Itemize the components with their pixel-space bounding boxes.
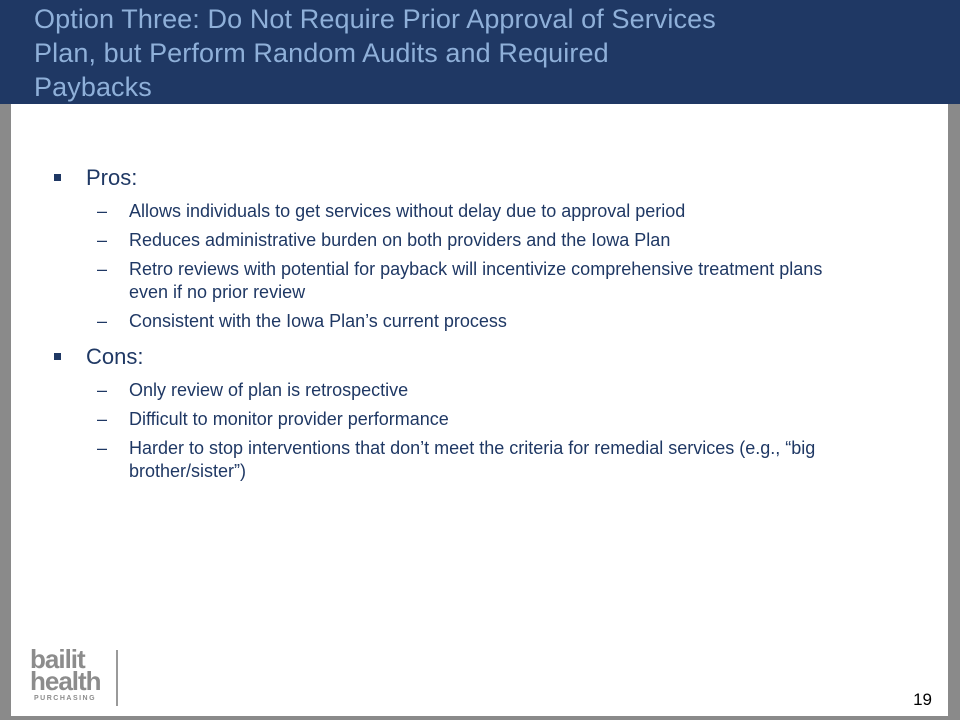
square-bullet-icon [54,353,61,360]
section-heading [54,343,854,371]
frame-left [0,104,11,720]
section-cons [54,343,854,483]
list-item [54,310,854,333]
section-pros [54,164,854,333]
list-item [54,408,854,431]
slide-title: Option Three: Do Not Require Prior Approval of Services Plan, but Perform Random Audits and Required Paybacks [34,4,716,102]
list-item-text: Consistent with the Iowa Plan’s current process [129,311,507,331]
frame-right [948,104,960,720]
list-item-text: Allows individuals to get services without delay due to approval period [129,201,686,221]
square-bullet-icon [54,174,61,181]
dash-bullet-icon: – [97,380,108,400]
logo-line-3: PURCHASING [34,695,97,702]
dash-bullet-icon: – [97,311,108,331]
list-item-text: Reduces administrative burden on both providers and the Iowa Plan [129,230,671,250]
list-item-text: Retro reviews with potential for payback will incentivize comprehensive treatment plans even if no prior review [129,259,823,302]
list-item [54,379,854,402]
pros-list [54,200,854,333]
list-item [54,258,854,304]
logo-line-2: health [30,666,101,696]
slide-content [54,164,854,493]
list-item-text: Harder to stop interventions that don’t meet the criteria for remedial services (e.g., “big brother/sister”) [129,438,816,481]
section-heading-text: Pros: [86,165,138,190]
frame-bottom [0,716,960,720]
section-heading-text: Cons: [86,344,144,369]
dash-bullet-icon: – [97,230,108,250]
page-number: 19 [913,690,932,709]
list-item [54,437,854,483]
bailit-health-logo [30,644,130,706]
logo-line-1: bailit [30,644,85,674]
list-item [54,200,854,223]
cons-list [54,379,854,483]
list-item-text: Difficult to monitor provider performance [129,409,449,429]
logo-divider [116,650,118,706]
dash-bullet-icon: – [97,259,108,279]
dash-bullet-icon: – [97,201,108,221]
section-heading [54,164,854,192]
title-bar [0,0,960,104]
dash-bullet-icon: – [97,438,108,458]
dash-bullet-icon: – [97,409,108,429]
list-item [54,229,854,252]
list-item-text: Only review of plan is retrospective [129,380,409,400]
